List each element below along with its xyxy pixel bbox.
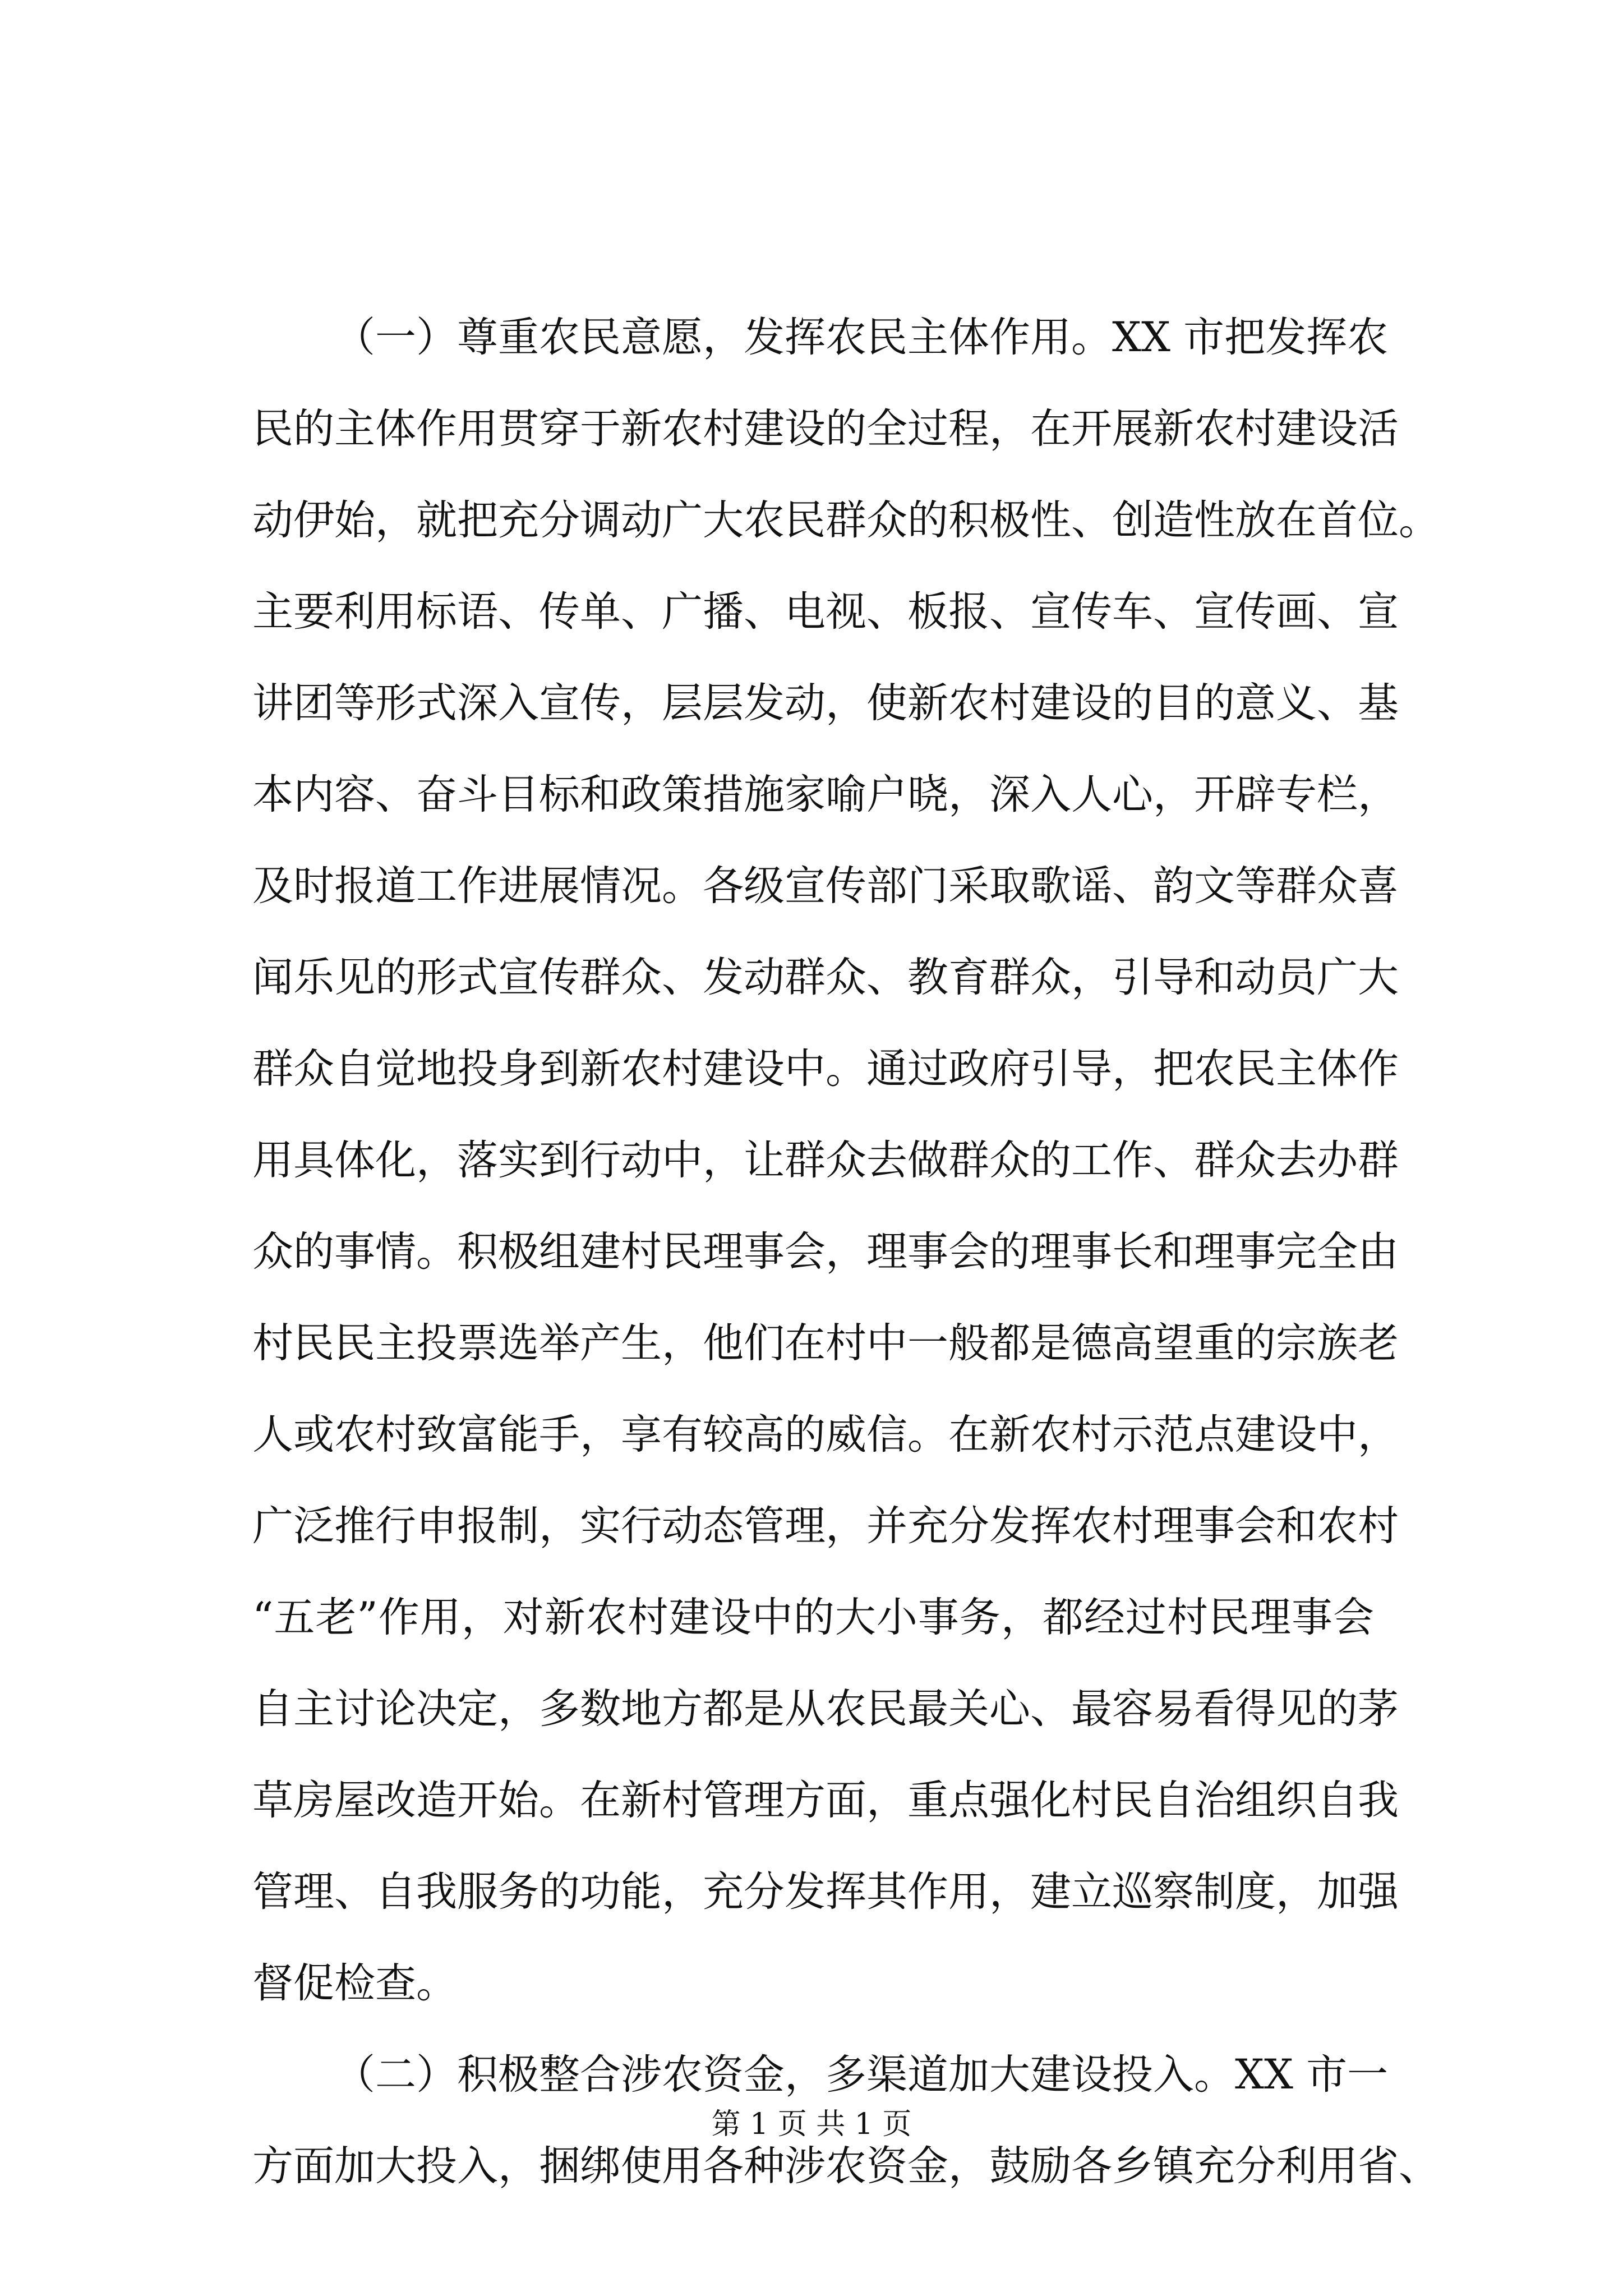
text-line: 民的主体作用贯穿于新农村建设的全过程，在开展新农村建设活 bbox=[252, 405, 1399, 453]
text-line: 督促检查。 bbox=[252, 1959, 457, 2007]
page-number: 第 1 页 共 1 页 bbox=[711, 2108, 912, 2141]
text-line: （一）尊重农民意愿，发挥农民主体作用。XX 市把发挥农 bbox=[334, 314, 1389, 361]
text-line: 自主讨论决定，多数地方都是从农民最关心、最容易看得见的茅 bbox=[252, 1685, 1399, 1733]
body-text bbox=[252, 292, 1440, 2212]
text-line: 村民民主投票选举产生，他们在村中一般都是德高望重的宗族老 bbox=[252, 1319, 1399, 1367]
text-line: 人或农村致富能手，享有较高的威信。在新农村示范点建设中， bbox=[252, 1411, 1399, 1458]
page-footer bbox=[0, 2105, 1623, 2144]
text-line: 众的事情。积极组建村民理事会，理事会的理事长和理事完全由 bbox=[252, 1228, 1399, 1276]
text-line: 闻乐见的形式宣传群众、发动群众、教育群众，引导和动员广大 bbox=[252, 954, 1399, 1001]
text-line: 方面加大投入，捆绑使用各种涉农资金，鼓励各乡镇充分利用省、 bbox=[252, 2142, 1440, 2190]
text-line: 及时报道工作进展情况。各级宣传部门采取歌谣、韵文等群众喜 bbox=[252, 862, 1399, 910]
text-line: 主要利用标语、传单、广播、电视、板报、宣传车、宣传画、宣 bbox=[252, 588, 1399, 636]
text-line: 广泛推行申报制，实行动态管理，并充分发挥农村理事会和农村 bbox=[252, 1502, 1399, 1550]
text-line: （二）积极整合涉农资金，多渠道加大建设投入。XX 市一 bbox=[334, 2051, 1389, 2099]
text-line: 讲团等形式深入宣传，层层发动，使新农村建设的目的意义、基 bbox=[252, 679, 1399, 727]
text-line: “五老”作用，对新农村建设中的大小事务，都经过村民理事会 bbox=[252, 1594, 1374, 1641]
text-line: 草房屋改造开始。在新村管理方面，重点强化村民自治组织自我 bbox=[252, 1777, 1399, 1824]
text-line: 动伊始，就把充分调动广大农民群众的积极性、创造性放在首位。 bbox=[252, 496, 1440, 544]
text-line: 用具体化，落实到行动中，让群众去做群众的工作、群众去办群 bbox=[252, 1137, 1399, 1184]
text-line: 管理、自我服务的功能，充分发挥其作用，建立巡察制度，加强 bbox=[252, 1868, 1399, 1916]
text-line: 本内容、奋斗目标和政策措施家喻户晓，深入人心，开辟专栏， bbox=[252, 771, 1399, 818]
text-line: 群众自觉地投身到新农村建设中。通过政府引导，把农民主体作 bbox=[252, 1045, 1399, 1093]
